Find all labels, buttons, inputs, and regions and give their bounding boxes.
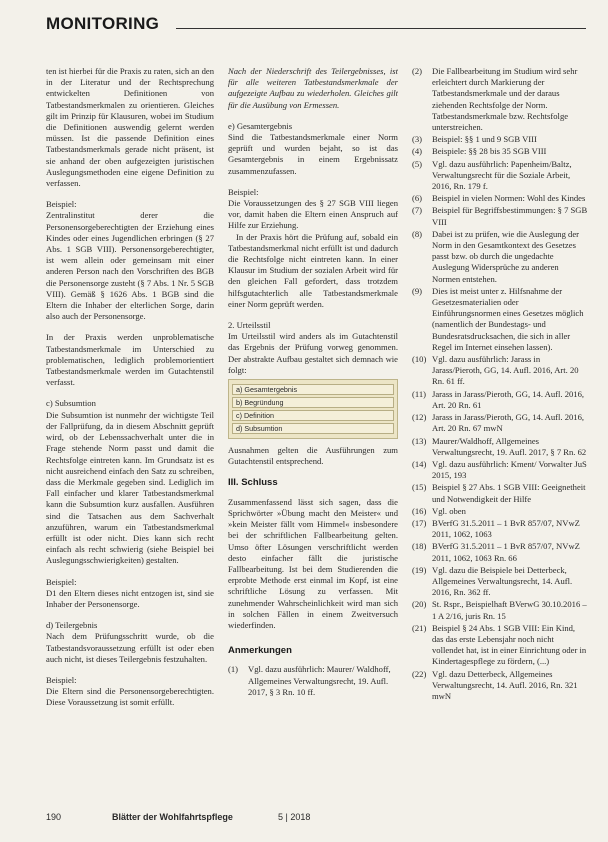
subsection-heading: e) Gesamtergebnis xyxy=(228,120,293,131)
footnote xyxy=(412,146,588,157)
paragraph: Im Urteilsstil wird anders als im Gutachtenstil das Ergebnis der Prüfung vorweg genommen. Der abstrakte Aufbau gestaltet sich demnach wie folgt: xyxy=(228,331,398,375)
issue-number: 5 | 2018 xyxy=(278,812,311,822)
box-item: c) Definition xyxy=(232,410,394,421)
footnote-number: (19) xyxy=(412,564,427,575)
example-text: Die Eltern sind die Personensorgeberechtigten. Diese Voraussetzung ist somit erfüllt. xyxy=(46,686,214,708)
footnote xyxy=(412,506,588,517)
paragraph: ten ist hierbei für die Praxis zu raten, sich an den in der Literatur und der Rechtsprechung entwickelten Definitionen von Tatbestandsmerkmalen zu orientieren. Gleiches gilt im Prinzip für Klausuren, wobei im Studium die Definitionen auswendig gelernt werden müssen. Ist die passende Definition eines Tatbestandsmerkmals gerade nicht präsent, ist sie anhand der oben aufgezeigten juristischen Auslegungsmethoden eine eigene Definition zu verfassen. xyxy=(46,66,214,189)
footnote-number: (21) xyxy=(412,622,427,633)
middle-column xyxy=(228,66,398,801)
footnote xyxy=(412,66,588,133)
example-text: D1 den Eltern dieses nicht entzogen ist, sind sie Inhaber der Personensorge. xyxy=(46,587,214,609)
footnote-number: (10) xyxy=(412,354,427,365)
footnote xyxy=(412,286,588,353)
footnote xyxy=(412,389,588,411)
footnote-number: (2) xyxy=(412,66,423,76)
footnote-number: (17) xyxy=(412,517,427,528)
paragraph: Nach dem Prüfungsschritt wurde, ob die Tatbestandsvoraussetzung erfüllt ist oder eben auch nicht, ist dieses Teilergebnis festzuhalten. xyxy=(46,631,214,664)
footnote xyxy=(412,482,588,504)
footnote-text: Maurer/Waldhoff, Allgemeines Verwaltungsrecht, 19. Aufl. 2017, § 7 Rn. 62 xyxy=(432,435,587,457)
footnote-text: Beispiel in vielen Normen: Wohl des Kindes xyxy=(432,193,586,204)
footnote-text: Dies ist meist unter z. Hilfsnahme der Gesetzesmaterialien oder Einführungsnormen eines Gesetzes möglich (namentlich der Bundestags- und Bundesratsdrucksachen, die sich in aller Regel im Internet einsehen lassen). xyxy=(432,285,584,352)
footnote-number: (13) xyxy=(412,435,427,446)
page-header xyxy=(46,8,586,36)
footnote-text: Vgl. dazu ausführlich: Kment/ Vorwalter JuS 2015, 193 xyxy=(432,458,587,481)
footnote-text: Vgl. dazu ausführlich: Papenheim/Baltz, Verwaltungsrecht für die Soziale Arbeit, 2016, Rn. 179 f. xyxy=(432,158,572,192)
footnote-text: Beispiel § 27 Abs. 1 SGB VIII: Geeignetheit und Notwendigkeit der Hilfe xyxy=(432,482,586,504)
footnote-number: (4) xyxy=(412,146,423,157)
footnote xyxy=(412,354,588,388)
footnote-number: (6) xyxy=(412,193,423,204)
subsection-heading: 2. Urteilsstil xyxy=(228,320,271,331)
footnote-number: (22) xyxy=(412,668,427,679)
footnote-text: Dabei ist zu prüfen, wie die Auslegung der Norm in den Gesamtkontext des Gesetzes passt bzw. ob durch die ungedachte Auslegung Widersprüche zu anderen Normen entstehen. xyxy=(432,228,580,284)
footnote xyxy=(412,412,588,434)
footnote-number: (20) xyxy=(412,599,427,610)
footnote-text: Jarass in Jarass/Pieroth, GG, 14. Aufl. 2016, Art. 20 Rn. 61 xyxy=(432,388,585,410)
footnote xyxy=(412,541,588,563)
footnote-text: Vgl. dazu die Beispiele bei Detterbeck, Allgemeines Verwaltungsrecht, 14. Aufl. 2016, Rn. 362 ff. xyxy=(432,564,573,598)
footnote xyxy=(412,134,588,145)
example-heading: Beispiel: xyxy=(46,576,77,587)
footnote xyxy=(412,459,588,481)
footnote-number: (16) xyxy=(412,505,427,516)
footnote-text: Vgl. dazu ausführlich: Jarass in Jarass/Pieroth, GG, 14. Aufl. 2016, Art. 20 Rn. 61 ff. xyxy=(432,354,579,387)
section-title: MONITORING xyxy=(46,14,160,33)
footnote-text: Vgl. dazu ausführlich: Maurer/ Waldhoff, Allgemeines Verwaltungsrecht, 19. Aufl. 2017, § 3 Rn. 10 ff. xyxy=(248,664,391,697)
footnote-text: Beispiel § 24 Abs. 1 SGB VIII: Ein Kind, das das erste Lebensjahr noch nicht vollendet hat, ist in einer Einrichtung oder in Kindertagespflege zu fördern, (...) xyxy=(432,622,587,667)
paragraph: In der Praxis werden unproblematische Tatbestandsmerkmale im Unterschied zu problematischen, lediglich problemorientiert Tatbestandsmerkmale werden im Gutachtenstil verfasst. xyxy=(46,332,214,388)
footnote-number: (11) xyxy=(412,388,426,399)
italic-note: Nach der Niederschrift des Teilergebnisses, ist für alle weiteren Tatbestandsmerkmale der aufgezeigte Aufbau zu wiederholen. Gleiches gilt für die Ausübung von Ermessen. xyxy=(228,66,398,110)
example-text: Zentralinstitut derer die Personensorgeberechtigten der Erziehung eines Kindes oder eines Jugendlichen erbringen (§ 27 Abs. 1 SGB VIII). Personensorgeberechtigter, ist wem allein oder gemeinsam mit einer anderen Person nach den Vorschriften des BGB die Personensorge zusteht (§ 7 Abs. 1 Nr. 5 SGB VIII). Gemäß § 1626 Abs. 1 BGB sind die Eltern die Inhaber der elterlichen Sorge, darin also auch der Personensorge. xyxy=(46,210,214,322)
footnote xyxy=(412,599,588,621)
page-number: 190 xyxy=(46,812,62,822)
box-item: d) Subsumtion xyxy=(232,423,394,434)
page-footer xyxy=(46,812,586,828)
example-heading: Beispiel: xyxy=(46,674,77,685)
subsection-heading: d) Teilergebnis xyxy=(46,620,98,631)
footnote-text: BVerfG 31.5.2011 – 1 BvR 857/07, NVwZ 2011, 1062, 1063 Rn. 66 xyxy=(432,541,580,563)
footnote-text: Jarass in Jarass/Pieroth, GG, 14. Aufl. 2016, Art. 20 Rn. 67 mwN xyxy=(432,412,585,434)
example-heading: Beispiel: xyxy=(228,186,259,197)
footnote-text: Vgl. oben xyxy=(432,505,466,516)
left-column xyxy=(46,66,214,801)
paragraph: Ausnahmen gelten die Ausführungen zum Gutachtenstil entsprechend. xyxy=(228,445,398,467)
footnote xyxy=(412,205,588,227)
footnote xyxy=(228,664,398,698)
footnote-number: (3) xyxy=(412,134,423,145)
footnote-text: Beispiel für Begriffsbestimmungen: § 7 SGB VIII xyxy=(432,205,588,227)
footnote-text: Die Fallbearbeitung im Studium wird sehr erleichtert durch Markierung der Tatbestandsmerkmale und der daraus ziehenden Rechtsfolge der Norm. Tatbestandsmerkmale bzw. Rechtsfolge unterstreichen. xyxy=(432,66,578,133)
example-text: Die Voraussetzungen des § 27 SGB VIII liegen vor, damit haben die Eltern einen Anspruch auf Hilfe zur Erziehung. xyxy=(228,198,398,231)
footnote-number: (18) xyxy=(412,541,427,552)
footnote xyxy=(412,436,588,458)
footnote-number: (14) xyxy=(412,458,427,469)
footnote-number: (5) xyxy=(412,158,423,169)
example-heading: Beispiel: xyxy=(46,199,77,210)
header-rule xyxy=(176,28,586,29)
footnote-text: BVerfG 31.5.2011 – 1 BvR 857/07, NVwZ 2011, 1062, 1063 xyxy=(432,517,580,540)
footnote-number: (8) xyxy=(412,228,423,239)
footnote xyxy=(412,669,588,703)
footnote xyxy=(412,193,588,204)
footnote-text: Beispiel: §§ 1 und 9 SGB VIII xyxy=(432,134,537,145)
structure-box xyxy=(228,379,398,439)
section-heading: III. Schluss xyxy=(228,477,278,489)
footnote-number: (1) xyxy=(228,664,239,675)
footnote xyxy=(412,623,588,668)
footnote-number: (12) xyxy=(412,412,427,423)
footnote xyxy=(412,518,588,540)
footnote-text: Vgl. dazu Detterbeck, Allgemeines Verwaltungsrecht, 14. Aufl. 2016, Rn. 321 mwN xyxy=(432,668,578,701)
footnote-number: (9) xyxy=(412,285,423,296)
footnote xyxy=(412,159,588,193)
footnote xyxy=(412,229,588,285)
subsection-heading: c) Subsumtion xyxy=(46,398,96,409)
footnote xyxy=(412,565,588,599)
box-item: a) Gesamtergebnis xyxy=(232,384,394,395)
footnote-text: Beispiele: §§ 28 bis 35 SGB VIII xyxy=(432,146,547,157)
paragraph: Die Subsumtion ist nunmehr der wichtigste Teil der Fallprüfung, da in diesem Abschnitt geprüft wird, ob der Lebenssachverhalt unter die in Frage stehende Norm passt und damit die Rechtsfolge eintreten kann. Im Grundsatz ist es nicht ausreichend einfach den Satz zu schreiben, dass die Merkmale gegeben sind. Lediglich im Fall einfacher und klarer Tatbestandsmerkmal kann die Subsumtion kurz ausfallen. Ausführen sind die Tatsachen aus dem Sachverhalt anzuführen, warum ein Tatbestandsmerkmal erfüllt ist oder nicht. Dies kann sich recht einfach als recht schwierig (siehe Beispiel bei Auslegungsschwierigkeiten) gestalten. xyxy=(46,409,214,566)
paragraph: Sind die Tatbestandsmerkmale einer Norm geprüft und wurden bejaht, so ist das Gesamtergebnis in einem Ergebnissatz zusammenzufassen. xyxy=(228,132,398,176)
paragraph: In der Praxis hört die Prüfung auf, sobald ein Tatbestandsmerkmal nicht erfüllt ist und dadurch die Rechtsfolge nicht eintreten kann. In einer Klausur im Studium der sozialen Arbeit wird für den gleichen Fall gefordert, dass trotzdem hilfsgutachterlich alle Tatbestandsmerkmale einer Norm geprüft werden. xyxy=(228,231,398,309)
footnote-number: (7) xyxy=(412,205,423,216)
box-item: b) Begründung xyxy=(232,397,394,408)
footnote-number: (15) xyxy=(412,482,427,493)
paragraph: Zusammenfassend lässt sich sagen, dass die Sprichwörter »Übung macht den Meister« und »kein Meister fällt vom Himmel« insbesondere bei der schriftlichen Fallbearbeitung gelten. Umso öfter Lösungen verschriftlicht werden desto einfacher fällt die juristische Fallbearbeitung. Ist bei dem Studierenden die erprobte Methode erst einmal im Kopf, ist eine schriftliche Lösung zu verfassen. Mit zunehmender Wahrscheinlichkeit wird man sich in solchen Fällen in einem Zweitversuch wiederfinden. xyxy=(228,496,398,630)
notes-heading: Anmerkungen xyxy=(228,645,292,657)
footnote-text: St. Rspr., Beispielhaft BVerwG 30.10.2016 – 1 A 2/16, juris Rn. 15 xyxy=(432,599,587,621)
right-column xyxy=(412,66,588,801)
journal-name: Blätter der Wohlfahrtspflege xyxy=(112,812,233,822)
